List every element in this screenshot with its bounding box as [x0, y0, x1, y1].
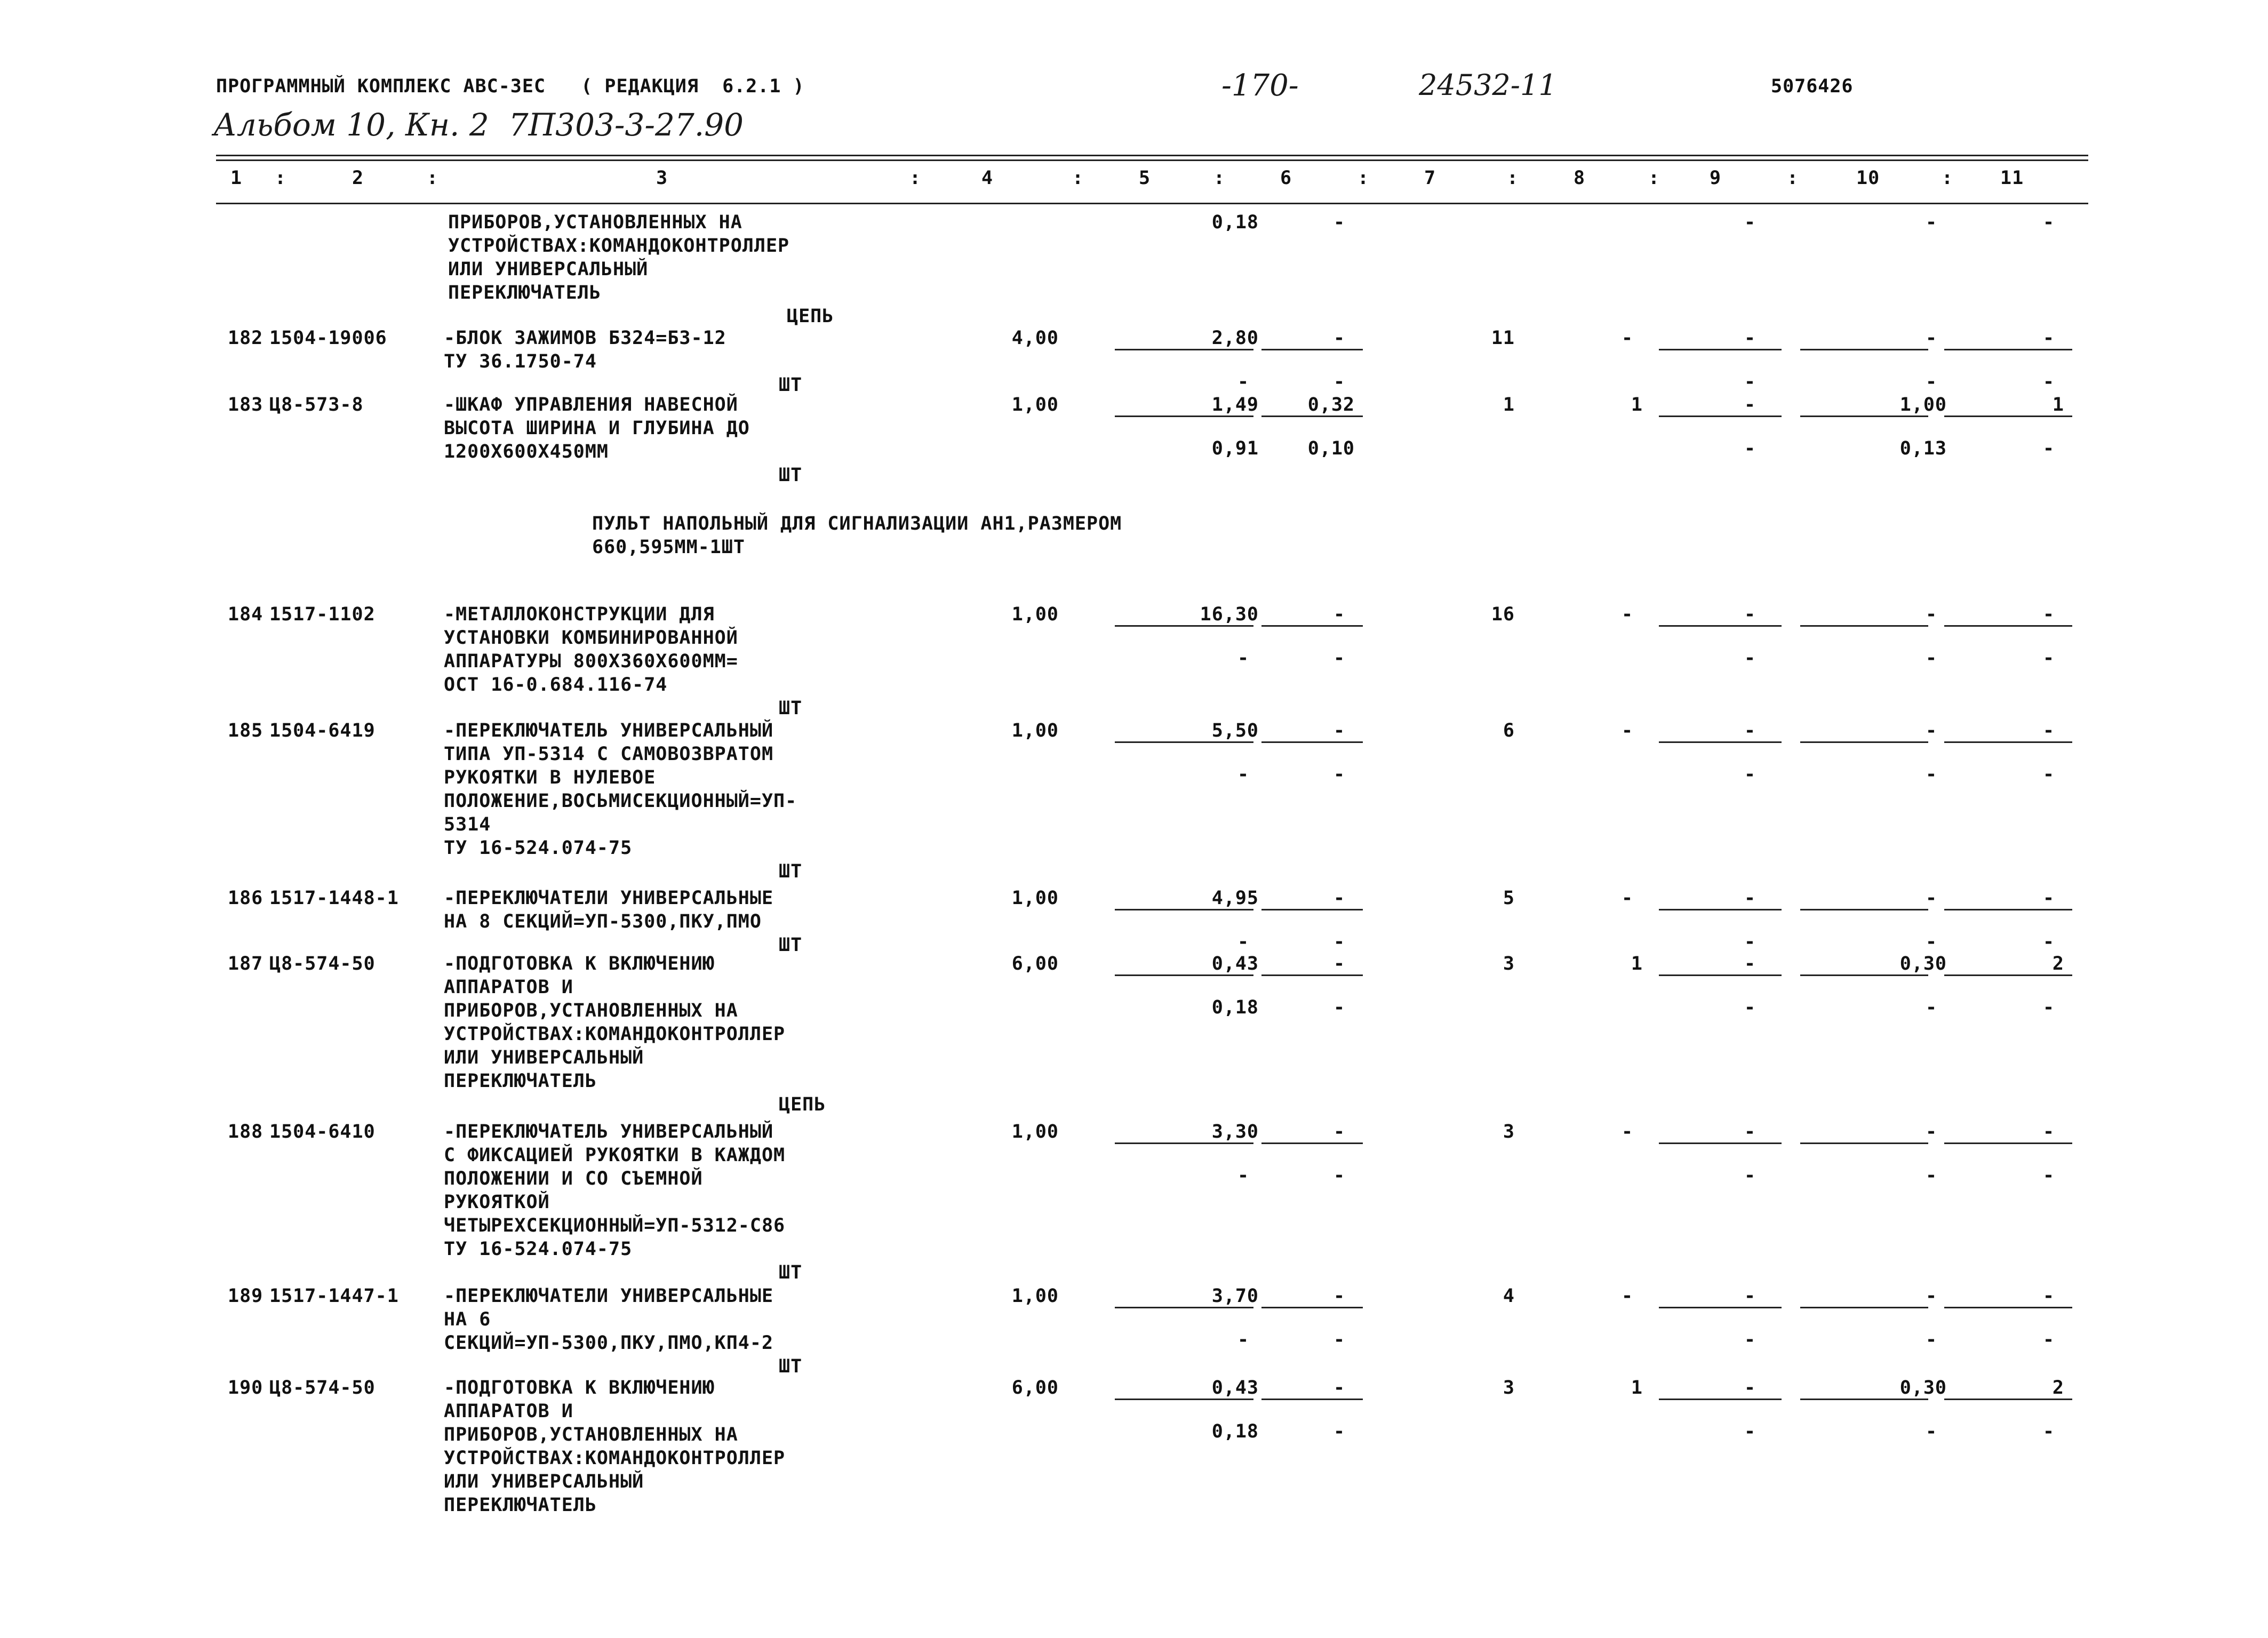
cell-c6: -	[1333, 764, 1346, 785]
cell-c11: 1	[2052, 394, 2064, 416]
description-line: ИЛИ УНИВЕРСАЛЬНЫЙ	[444, 1471, 644, 1492]
description-line: -ПЕРЕКЛЮЧАТЕЛЬ УНИВЕРСАЛЬНЫЙ	[444, 1121, 774, 1142]
item-code: 1517-1448-1	[269, 888, 399, 909]
cell-c9: -	[1744, 1421, 1756, 1442]
cell-c9: -	[1744, 394, 1756, 416]
cell-c8: -	[1622, 327, 1634, 349]
cell-c5: -	[1237, 1329, 1250, 1351]
cell-rule	[1261, 349, 1363, 350]
cell-c8: -	[1622, 888, 1634, 909]
row-number: 185	[228, 720, 263, 741]
cell-c11: -	[2043, 327, 2055, 349]
cell-rule	[1944, 1399, 2072, 1400]
cell-rule	[1659, 625, 1782, 627]
description-line: 1200Х600Х450ММ	[444, 441, 609, 462]
description-line: УСТАНОВКИ КОМБИНИРОВАННОЙ	[444, 627, 738, 649]
cell-c11: -	[2043, 648, 2055, 669]
cell-rule	[1261, 1142, 1363, 1144]
cell-c9: -	[1744, 931, 1756, 953]
cell-rule	[1944, 349, 2072, 350]
cell-c4: 4,00	[1011, 327, 1059, 349]
unit-label: ЦЕПЬ	[779, 1094, 826, 1115]
unit-label: ШТ	[779, 934, 803, 956]
cell-c9: -	[1744, 648, 1756, 669]
cell-c9: -	[1744, 764, 1756, 785]
description-line: ТУ 16-524.074-75	[444, 1239, 633, 1260]
cell-c9: -	[1744, 438, 1756, 459]
item-code: 1504-6410	[269, 1121, 376, 1142]
cell-c6: -	[1333, 1421, 1346, 1442]
unit-label: ЦЕПЬ	[787, 306, 834, 327]
cell-rule	[1800, 1142, 1928, 1144]
document-number: 24532-11	[1419, 68, 1557, 102]
unit-label: ШТ	[779, 1262, 803, 1283]
cell-c9: -	[1744, 1285, 1756, 1307]
cell-rule	[1800, 974, 1928, 976]
cell-rule	[1800, 416, 1928, 417]
cell-c7: 3	[1503, 1377, 1515, 1399]
cell-c8: 1	[1631, 1377, 1643, 1399]
description-line: ПЕРЕКЛЮЧАТЕЛЬ	[444, 1070, 597, 1092]
cell-rule	[1261, 909, 1363, 910]
column-header-7: 7	[1424, 167, 1436, 189]
description-line: УСТРОЙСТВАХ:КОМАНДОКОНТРОЛЛЕР	[444, 1024, 786, 1045]
cell-c10: -	[1926, 1329, 1938, 1351]
description-line: ПРИБОРОВ,УСТАНОВЛЕННЫХ НА	[448, 212, 742, 233]
cell-rule	[1261, 625, 1363, 627]
column-separator: :	[1072, 167, 1084, 189]
column-header-5: 5	[1139, 167, 1151, 189]
cell-c10: -	[1926, 1285, 1938, 1307]
cell-c5: 0,43	[1211, 1377, 1259, 1399]
item-code: 1517-1102	[269, 604, 376, 625]
unit-label: ШТ	[779, 698, 803, 719]
cell-c11: -	[2043, 997, 2055, 1018]
cell-c5: -	[1237, 764, 1250, 785]
cell-c4: 1,00	[1011, 888, 1059, 909]
cell-c10: -	[1926, 371, 1938, 393]
row-number: 184	[228, 604, 263, 625]
cell-c6: -	[1333, 1377, 1346, 1399]
program-header: ПРОГРАММНЫЙ КОМПЛЕКС АВС-3ЕС ( РЕДАКЦИЯ 6.2.1 )	[216, 76, 805, 97]
section-title: 660,595ММ-1ШТ	[592, 537, 745, 558]
cell-c9: -	[1744, 1165, 1756, 1186]
cell-c6: -	[1333, 648, 1346, 669]
cell-c11: -	[2043, 888, 2055, 909]
cell-c11: -	[2043, 212, 2055, 233]
cell-c6: -	[1333, 212, 1346, 233]
column-header-10: 10	[1856, 167, 1880, 189]
cell-rule	[1800, 741, 1928, 743]
item-code: Ц8-574-50	[269, 953, 376, 974]
item-code: 1517-1447-1	[269, 1285, 399, 1307]
row-number: 188	[228, 1121, 263, 1142]
description-line: ПРИБОРОВ,УСТАНОВЛЕННЫХ НА	[444, 1424, 738, 1445]
cell-c6: -	[1333, 604, 1346, 625]
cell-c8: -	[1622, 1121, 1634, 1142]
page-number: -170-	[1221, 68, 1299, 103]
description-line: ПРИБОРОВ,УСТАНОВЛЕННЫХ НА	[444, 1000, 738, 1021]
cell-rule	[1800, 625, 1928, 627]
header-rule-top	[216, 155, 2088, 156]
cell-c6: -	[1333, 888, 1346, 909]
description-line: ТИПА УП-5314 С САМОВОЗВРАТОМ	[444, 744, 774, 765]
description-line: РУКОЯТКИ В НУЛЕВОЕ	[444, 767, 656, 788]
cell-c10: -	[1926, 604, 1938, 625]
column-header-3: 3	[656, 167, 668, 189]
cell-rule	[1261, 416, 1363, 417]
description-line: ВЫСОТА ШИРИНА И ГЛУБИНА ДО	[444, 418, 750, 439]
cell-rule	[1659, 974, 1782, 976]
column-separator: :	[909, 167, 922, 189]
cell-c5: 3,70	[1211, 1285, 1259, 1307]
description-line: -БЛОК ЗАЖИМОВ Б324=Б3-12	[444, 327, 726, 349]
cell-rule	[1115, 416, 1253, 417]
cell-c9: -	[1744, 327, 1756, 349]
cell-c5: 0,91	[1211, 438, 1259, 459]
cell-c5: 5,50	[1211, 720, 1259, 741]
column-separator: :	[1787, 167, 1799, 189]
cell-c9: -	[1744, 604, 1756, 625]
description-line: -ПОДГОТОВКА К ВКЛЮЧЕНИЮ	[444, 953, 715, 974]
cell-c5: 0,18	[1211, 1421, 1259, 1442]
album-reference: Альбом 10, Кн. 2 7П303-3-27.90	[213, 107, 744, 143]
description-line: -МЕТАЛЛОКОНСТРУКЦИИ ДЛЯ	[444, 604, 715, 625]
cell-rule	[1115, 1307, 1253, 1308]
cell-c5: 16,30	[1200, 604, 1259, 625]
description-line: С ФИКСАЦИЕЙ РУКОЯТКИ В КАЖДОМ	[444, 1145, 786, 1166]
cell-c10: 0,30	[1899, 953, 1947, 974]
description-line: ОСТ 16-0.684.116-74	[444, 674, 668, 696]
description-line: АППАРАТОВ И	[444, 1401, 573, 1422]
column-separator: :	[275, 167, 287, 189]
description-line: РУКОЯТКОЙ	[444, 1192, 550, 1213]
cell-rule	[1659, 1399, 1782, 1400]
cell-c4: 1,00	[1011, 1121, 1059, 1142]
cell-c8: 1	[1631, 394, 1643, 416]
column-separator: :	[1507, 167, 1519, 189]
cell-c5: 0,18	[1211, 997, 1259, 1018]
description-line: 5314	[444, 814, 491, 835]
unit-label: ШТ	[779, 374, 803, 396]
cell-c11: -	[2043, 1329, 2055, 1351]
cell-rule	[1261, 741, 1363, 743]
column-separator: :	[1942, 167, 1954, 189]
cell-c5: -	[1237, 1165, 1250, 1186]
row-number: 189	[228, 1285, 263, 1307]
column-header-6: 6	[1280, 167, 1292, 189]
cell-c10: -	[1926, 327, 1938, 349]
cell-rule	[1800, 909, 1928, 910]
column-header-9: 9	[1710, 167, 1722, 189]
item-code: Ц8-573-8	[269, 394, 364, 416]
cell-c4: 6,00	[1011, 1377, 1059, 1399]
column-header-11: 11	[2000, 167, 2024, 189]
cell-c10: -	[1926, 1421, 1938, 1442]
description-line: -ПЕРЕКЛЮЧАТЕЛИ УНИВЕРСАЛЬНЫЕ	[444, 1285, 774, 1307]
cell-rule	[1261, 1399, 1363, 1400]
cell-rule	[1944, 909, 2072, 910]
cell-rule	[1115, 625, 1253, 627]
column-separator: :	[427, 167, 439, 189]
cell-c11: -	[2043, 720, 2055, 741]
column-header-1: 1	[230, 167, 243, 189]
cell-c11: -	[2043, 1285, 2055, 1307]
cell-c7: 11	[1491, 327, 1515, 349]
cell-c4: 1,00	[1011, 394, 1059, 416]
cell-c4: 1,00	[1011, 604, 1059, 625]
description-line: ПОЛОЖЕНИЕ,ВОСЬМИСЕКЦИОННЫЙ=УП-	[444, 790, 797, 812]
cell-c11: -	[2043, 931, 2055, 953]
cell-c7: 16	[1491, 604, 1515, 625]
cell-c6: -	[1333, 1329, 1346, 1351]
cell-c6: -	[1333, 997, 1346, 1018]
cell-c9: -	[1744, 720, 1756, 741]
cell-c11: -	[2043, 764, 2055, 785]
description-line: НА 6	[444, 1309, 491, 1330]
row-number: 186	[228, 888, 263, 909]
cell-c8: -	[1622, 604, 1634, 625]
cell-c11: 2	[2052, 953, 2064, 974]
cell-c10: -	[1926, 1165, 1938, 1186]
description-line: -ШКАФ УПРАВЛЕНИЯ НАВЕСНОЙ	[444, 394, 738, 416]
cell-c5: -	[1237, 371, 1250, 393]
cell-c10: 0,30	[1899, 1377, 1947, 1399]
description-line: УСТРОЙСТВАХ:КОМАНДОКОНТРОЛЛЕР	[448, 235, 790, 257]
cell-c7: 6	[1503, 720, 1515, 741]
cell-c5: -	[1237, 648, 1250, 669]
description-line: НА 8 СЕКЦИЙ=УП-5300,ПКУ,ПМО	[444, 911, 762, 932]
cell-c11: -	[2043, 371, 2055, 393]
cell-c11: -	[2043, 604, 2055, 625]
cell-c11: -	[2043, 1421, 2055, 1442]
item-code: 1504-19006	[269, 327, 387, 349]
column-header-8: 8	[1574, 167, 1586, 189]
row-number: 187	[228, 953, 263, 974]
cell-c6: -	[1333, 371, 1346, 393]
cell-c4: 1,00	[1011, 1285, 1059, 1307]
cell-c10: 0,13	[1899, 438, 1947, 459]
cell-c10: -	[1926, 997, 1938, 1018]
cell-c10: -	[1926, 720, 1938, 741]
item-code: 1504-6419	[269, 720, 376, 741]
cell-c8: -	[1622, 720, 1634, 741]
cell-c10: 1,00	[1899, 394, 1947, 416]
cell-c9: -	[1744, 997, 1756, 1018]
cell-c7: 1	[1503, 394, 1515, 416]
unit-label: ШТ	[779, 861, 803, 882]
unit-label: ШТ	[779, 465, 803, 486]
cell-c5: 3,30	[1211, 1121, 1259, 1142]
description-line: -ПЕРЕКЛЮЧАТЕЛИ УНИВЕРСАЛЬНЫЕ	[444, 888, 774, 909]
cell-c5: 2,80	[1211, 327, 1259, 349]
cell-c5: 1,49	[1211, 394, 1259, 416]
description-line: ПЕРЕКЛЮЧАТЕЛЬ	[444, 1495, 597, 1516]
cell-rule	[1115, 974, 1253, 976]
cell-rule	[1659, 909, 1782, 910]
description-line: АППАРАТУРЫ 800Х360Х600ММ=	[444, 651, 738, 672]
cell-rule	[1944, 1142, 2072, 1144]
row-number: 183	[228, 394, 263, 416]
header-rule-top-2	[216, 159, 2088, 161]
cell-rule	[1944, 974, 2072, 976]
cell-rule	[1115, 1142, 1253, 1144]
cell-c9: -	[1744, 953, 1756, 974]
column-header-2: 2	[352, 167, 364, 189]
cell-rule	[1115, 909, 1253, 910]
description-line: АППАРАТОВ И	[444, 977, 573, 998]
cell-c9: -	[1744, 1329, 1756, 1351]
row-number: 182	[228, 327, 263, 349]
cell-c6: -	[1333, 1121, 1346, 1142]
cell-c6: -	[1333, 720, 1346, 741]
cell-c5: 0,18	[1211, 212, 1259, 233]
cell-c5: 0,43	[1211, 953, 1259, 974]
column-separator: :	[1213, 167, 1226, 189]
cell-c6: -	[1333, 953, 1346, 974]
cell-c6: 0,10	[1307, 438, 1355, 459]
cell-c7: 3	[1503, 1121, 1515, 1142]
cell-c10: -	[1926, 212, 1938, 233]
cell-c6: 0,32	[1307, 394, 1355, 416]
cell-rule	[1659, 349, 1782, 350]
cell-c11: -	[2043, 1121, 2055, 1142]
cell-c6: -	[1333, 1165, 1346, 1186]
cell-rule	[1659, 416, 1782, 417]
description-line: ИЛИ УНИВЕРСАЛЬНЫЙ	[444, 1047, 644, 1068]
cell-c10: -	[1926, 764, 1938, 785]
cell-c9: -	[1744, 888, 1756, 909]
cell-c9: -	[1744, 212, 1756, 233]
header-rule-bottom	[216, 203, 2088, 204]
item-code: Ц8-574-50	[269, 1377, 376, 1399]
cell-rule	[1115, 1399, 1253, 1400]
column-separator: :	[1648, 167, 1660, 189]
column-header-4: 4	[981, 167, 994, 189]
row-number: 190	[228, 1377, 263, 1399]
cell-c7: 4	[1503, 1285, 1515, 1307]
cell-rule	[1659, 1307, 1782, 1308]
column-separator: :	[1357, 167, 1370, 189]
description-line: -ПОДГОТОВКА К ВКЛЮЧЕНИЮ	[444, 1377, 715, 1399]
description-line: -ПЕРЕКЛЮЧАТЕЛЬ УНИВЕРСАЛЬНЫЙ	[444, 720, 774, 741]
cell-c11: -	[2043, 1165, 2055, 1186]
description-line: ПЕРЕКЛЮЧАТЕЛЬ	[448, 282, 601, 303]
document-code: 5076426	[1771, 76, 1854, 97]
cell-c4: 1,00	[1011, 720, 1059, 741]
description-line: ТУ 16-524.074-75	[444, 837, 633, 859]
cell-rule	[1944, 625, 2072, 627]
cell-c4: 6,00	[1011, 953, 1059, 974]
cell-c11: -	[2043, 438, 2055, 459]
unit-label: ШТ	[779, 1356, 803, 1377]
description-line: СЕКЦИЙ=УП-5300,ПКУ,ПМО,КП4-2	[444, 1332, 774, 1354]
cell-c10: -	[1926, 888, 1938, 909]
cell-c9: -	[1744, 1377, 1756, 1399]
cell-c6: -	[1333, 1285, 1346, 1307]
cell-c11: 2	[2052, 1377, 2064, 1399]
cell-c5: -	[1237, 931, 1250, 953]
cell-c6: -	[1333, 327, 1346, 349]
cell-c10: -	[1926, 931, 1938, 953]
cell-rule	[1944, 416, 2072, 417]
cell-c6: -	[1333, 931, 1346, 953]
cell-rule	[1659, 1142, 1782, 1144]
cell-c5: 4,95	[1211, 888, 1259, 909]
cell-c10: -	[1926, 648, 1938, 669]
cell-c7: 3	[1503, 953, 1515, 974]
cell-c9: -	[1744, 371, 1756, 393]
description-line: ИЛИ УНИВЕРСАЛЬНЫЙ	[448, 259, 649, 280]
cell-c8: -	[1622, 1285, 1634, 1307]
cell-rule	[1261, 974, 1363, 976]
cell-c9: -	[1744, 1121, 1756, 1142]
cell-rule	[1261, 1307, 1363, 1308]
cell-rule	[1944, 1307, 2072, 1308]
cell-rule	[1800, 1307, 1928, 1308]
description-line: ТУ 36.1750-74	[444, 351, 597, 372]
cell-rule	[1659, 741, 1782, 743]
section-title: ПУЛЬТ НАПОЛЬНЫЙ ДЛЯ СИГНАЛИЗАЦИИ АН1,РАЗМЕРОМ	[592, 513, 1122, 534]
cell-rule	[1800, 1399, 1928, 1400]
cell-rule	[1800, 349, 1928, 350]
description-line: ЧЕТЫРЕХСЕКЦИОННЫЙ=УП-5312-С86	[444, 1215, 786, 1236]
cell-c10: -	[1926, 1121, 1938, 1142]
cell-rule	[1115, 741, 1253, 743]
cell-c7: 5	[1503, 888, 1515, 909]
description-line: УСТРОЙСТВАХ:КОМАНДОКОНТРОЛЛЕР	[444, 1448, 786, 1469]
cell-c8: 1	[1631, 953, 1643, 974]
cell-rule	[1944, 741, 2072, 743]
cell-rule	[1115, 349, 1253, 350]
description-line: ПОЛОЖЕНИИ И СО СЪЕМНОЙ	[444, 1168, 703, 1189]
